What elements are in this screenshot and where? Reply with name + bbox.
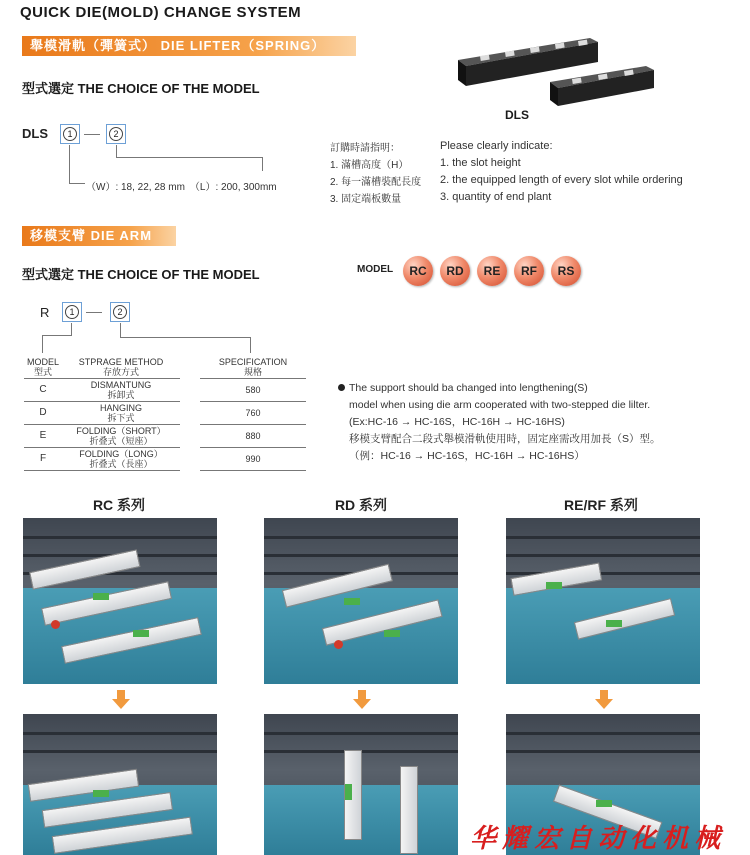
row-model: E <box>24 425 62 448</box>
lifter-connector-l <box>116 145 117 157</box>
rc-series-photo-after <box>23 714 217 855</box>
dls-product-image <box>450 30 660 110</box>
bullet-icon <box>338 384 345 391</box>
note-line-4: 移模支臂配合二段式舉模滑軌使用時，固定座需改用加長（S）型。 <box>349 433 661 445</box>
lifter-dimensions: （W）: 18, 22, 28 mm （L）: 200, 300mm <box>86 182 277 193</box>
note-line-2: model when using die arm cooperated with two-stepped die lilter. <box>349 399 651 411</box>
model-label: MODEL <box>357 264 394 275</box>
arm-connector-2-h <box>120 337 250 338</box>
table-row <box>24 448 306 471</box>
rerf-series-photo-before <box>506 518 700 684</box>
model-badge-re: RE <box>477 256 507 286</box>
arm-connector-1 <box>71 323 72 335</box>
die-lifter-section-bar <box>22 36 356 56</box>
indicate-en-item-3: 3. quantity of end plant <box>440 191 552 203</box>
note-line-5: （例：HC-16 → HC-16S，HC-16H → HC-16HS） <box>349 450 585 462</box>
row-spec: 990 <box>200 448 306 471</box>
indicate-cn-item-3: 3. 固定端板數量 <box>330 194 402 205</box>
arm-note-block <box>338 380 738 465</box>
arm-option-1-box <box>62 302 82 322</box>
company-watermark: 华耀宏自动化机械 <box>470 824 727 854</box>
arrow-down-icon <box>594 690 614 710</box>
rd-series-photo-before <box>264 518 458 684</box>
th-method: STPRAGE METHOD 存放方式 <box>78 357 164 377</box>
arm-code-separator <box>86 312 102 313</box>
note-line-1: The support should ba changed into lengthening(S) <box>338 380 738 397</box>
table-row <box>24 425 306 448</box>
model-badge-rc: RC <box>403 256 433 286</box>
th-model: MODEL 型式 <box>26 357 59 377</box>
arm-option-2-box <box>110 302 130 322</box>
die-arm-bar-label: 移模支臂 DIE ARM <box>30 228 153 243</box>
row-method: FOLDING（LONG） 折叠式（長座） <box>62 448 180 471</box>
indicate-en-item-2: 2. the equipped length of every slot while ordering <box>440 174 683 186</box>
arm-connector-2 <box>120 323 121 337</box>
series-heading-rd: RD 系列 <box>334 497 388 513</box>
dls-image-caption: DLS <box>505 108 529 122</box>
indicate-cn-item-2: 2. 每一滿槽裝配長度 <box>330 177 422 188</box>
table-row <box>24 402 306 425</box>
row-model: C <box>24 379 62 402</box>
page-title: QUICK DIE(MOLD) CHANGE SYSTEM <box>20 4 302 21</box>
note-line-3: (Ex:HC-16 → HC-16S，HC-16H → HC-16HS) <box>349 416 565 428</box>
arm-option-1-label: 1 <box>65 305 79 319</box>
rd-series-photo-after <box>264 714 458 855</box>
arm-connector-1-h <box>42 335 72 336</box>
indicate-en-title: Please clearly indicate: <box>440 140 553 152</box>
lifter-option-1-label: 1 <box>63 127 77 141</box>
die-arm-section-bar <box>22 226 176 246</box>
arm-connector-2-v <box>250 337 251 353</box>
row-method: DISMANTUNG 拆卸式 <box>62 379 180 402</box>
arrow-down-icon <box>352 690 372 710</box>
row-model: F <box>24 448 62 471</box>
model-badge-rf: RF <box>514 256 544 286</box>
indicate-cn-block <box>330 140 421 208</box>
model-badge-rs: RS <box>551 256 581 286</box>
row-spec: 880 <box>200 425 306 448</box>
th-spec: SPECIFICATION 規格 <box>218 357 288 377</box>
indicate-cn-title: 訂購時請指明： <box>330 143 400 154</box>
arm-model-code: R <box>40 305 50 320</box>
row-spec: 760 <box>200 402 306 425</box>
arm-option-2-label: 2 <box>113 305 127 319</box>
lifter-model-code: DLS <box>22 126 48 141</box>
series-heading-rc: RC 系列 <box>92 497 146 513</box>
indicate-cn-item-1: 1. 滿槽高度（H） <box>330 160 409 171</box>
table-row <box>24 379 306 402</box>
indicate-en-block <box>440 138 683 206</box>
lifter-connector-w-h <box>69 183 85 184</box>
arrow-down-icon <box>111 690 131 710</box>
arm-spec-table <box>24 356 306 471</box>
lifter-code-separator <box>84 134 100 135</box>
lifter-connector-l-h <box>116 157 262 158</box>
lifter-choice-heading: 型式選定 THE CHOICE OF THE MODEL <box>22 81 260 96</box>
row-spec: 580 <box>200 379 306 402</box>
series-heading-rerf: RE/RF 系列 <box>564 497 638 513</box>
lifter-option-2-label: 2 <box>109 127 123 141</box>
rc-series-photo-before <box>23 518 217 684</box>
indicate-en-item-1: 1. the slot height <box>440 157 521 169</box>
die-lifter-bar-label: 舉模滑軌（彈簧式） DIE LIFTER（SPRING） <box>30 38 326 53</box>
lifter-connector-w <box>69 145 70 183</box>
model-badge-rd: RD <box>440 256 470 286</box>
arm-connector-1-v <box>42 335 43 353</box>
row-method: HANGING 拆下式 <box>62 402 180 425</box>
lifter-option-1-box <box>60 124 80 144</box>
arm-choice-heading: 型式選定 THE CHOICE OF THE MODEL <box>22 267 260 282</box>
row-method: FOLDING（SHORT） 折叠式（短座） <box>62 425 180 448</box>
row-model: D <box>24 402 62 425</box>
lifter-option-2-box <box>106 124 126 144</box>
lifter-connector-l-v <box>262 157 263 171</box>
table-header-row <box>24 356 306 379</box>
